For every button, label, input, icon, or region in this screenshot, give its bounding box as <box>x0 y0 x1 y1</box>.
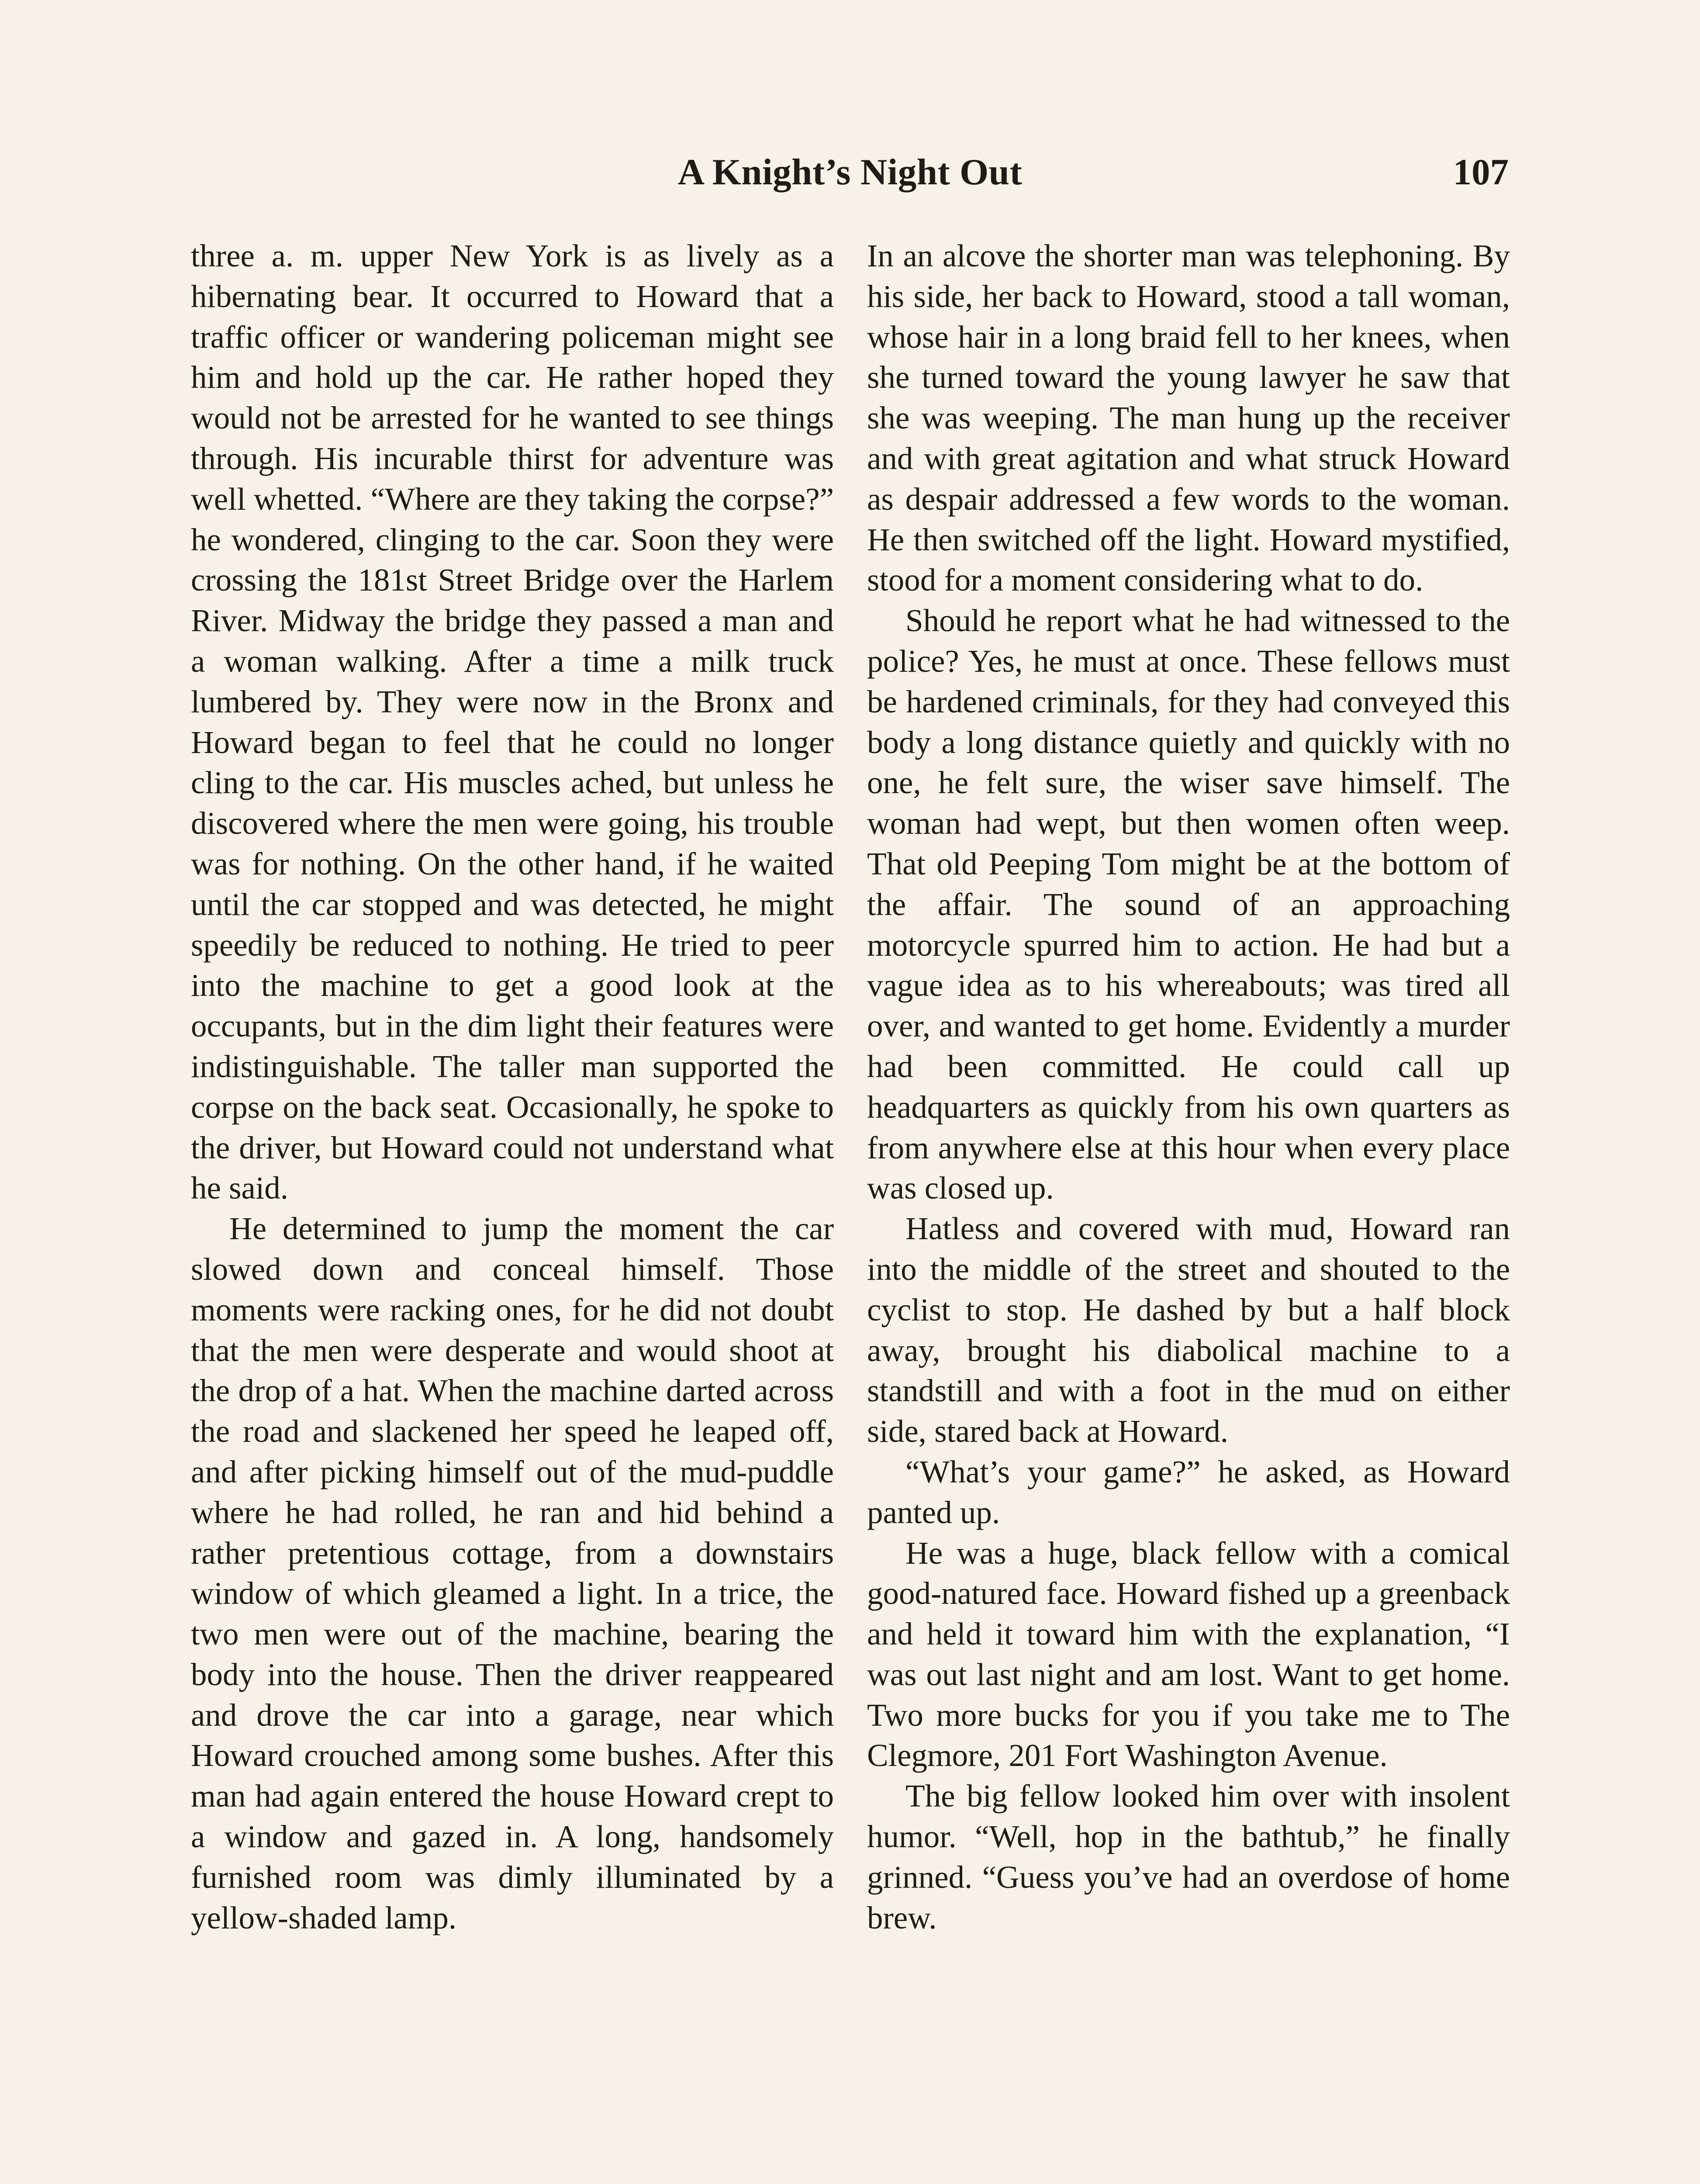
paragraph: The big fellow looked him over with insolent humor. “Well, hop in the bathtub,” he finally grinned. “Guess you’ve had an overdose of home brew. <box>867 1778 1510 1935</box>
paragraph: He was a huge, black fellow with a comical good-natured face. Howard fished up a greenback and held it toward him with the explanation, “I was out last night and am lost. Want to get home. Two more bucks for you if you take me to The Clegmore, 201 Fort Washington Avenue. <box>867 1535 1510 1773</box>
paragraph: He determined to jump the moment the car slowed down and conceal himself. Those moments were racking ones, for he did not doubt that the men were desperate and would shoot at the drop of a hat. When the machine darted across the road and slackened her speed he leaped off, and after picking himself out of the mud-puddle where he had rolled, he ran and hid behind a rather pretentious cottage, from a downstairs window of which gleamed a light. In a trice, the two men were out of the machine, bearing the body into the house. Then the driver reappeared and drove the car into a garage, near which Howard crouched among some bushes. After this man had again entered the house Howard crept to a window and gazed in. A long, handsomely furnished room was dimly illuminated by a yellow-shaded lamp. <box>191 1211 834 1935</box>
page-number: 107 <box>1453 152 1509 193</box>
paragraph: three a. m. upper New York is as lively as a hibernating bear. It occurred to Howard that a traffic officer or wandering policeman might see him and hold up the car. He rather hoped they would not be arrested for he wanted to see things through. His incurable thirst for adventure was well whetted. “Where are they taking the corpse?” he wondered, clinging to the car. Soon they were crossing the 181st Street Bridge over the Harlem River. Midway the bridge they passed a man and a woman walking. After a time a milk truck lumbered by. They were now in the Bronx and Howard began to feel that he could no longer cling to the car. His muscles ached, but unless he discovered where the men were going, his trouble was for nothing. On the other hand, if he waited until the car stopped and was detected, he might speedily be reduced to nothing. He tried to peer into the machine to get a good look at the occupants, but in the dim light their features were indistinguishable. The taller man supported the corpse on the back seat. Occasionally, he spoke to the driver, but Howard could not understand what he said. <box>191 238 834 1206</box>
right-column <box>867 236 1510 1938</box>
paragraph: “What’s your game?” he asked, as Howard panted up. <box>867 1454 1510 1530</box>
left-column <box>191 236 834 1938</box>
running-title: A Knight’s Night Out <box>677 152 1023 193</box>
paragraph: Hatless and covered with mud, Howard ran into the middle of the street and shouted to the cyclist to stop. He dashed by but a half block away, brought his diabolical machine to a standstill and with a foot in the mud on either side, stared back at Howard. <box>867 1211 1510 1449</box>
paragraph: Should he report what he had witnessed to the police? Yes, he must at once. These fellows must be hardened criminals, for they had conveyed this body a long distance quietly and quickly with no one, he felt sure, the wiser save himself. The woman had wept, but then women often weep. That old Peeping Tom might be at the bottom of the affair. The sound of an approaching motorcycle spurred him to action. He had but a vague idea as to his whereabouts; was tired all over, and wanted to get home. Evidently a murder had been committed. He could call up headquarters as quickly from his own quarters as from anywhere else at this hour when every place was closed up. <box>867 603 1510 1206</box>
paragraph: In an alcove the shorter man was telephoning. By his side, her back to Howard, stood a tall woman, whose hair in a long braid fell to her knees, when she turned toward the young lawyer he saw that she was weeping. The man hung up the receiver and with great agitation and what struck Howard as despair addressed a few words to the woman. He then switched off the light. Howard mystified, stood for a moment considering what to do. <box>867 238 1510 598</box>
